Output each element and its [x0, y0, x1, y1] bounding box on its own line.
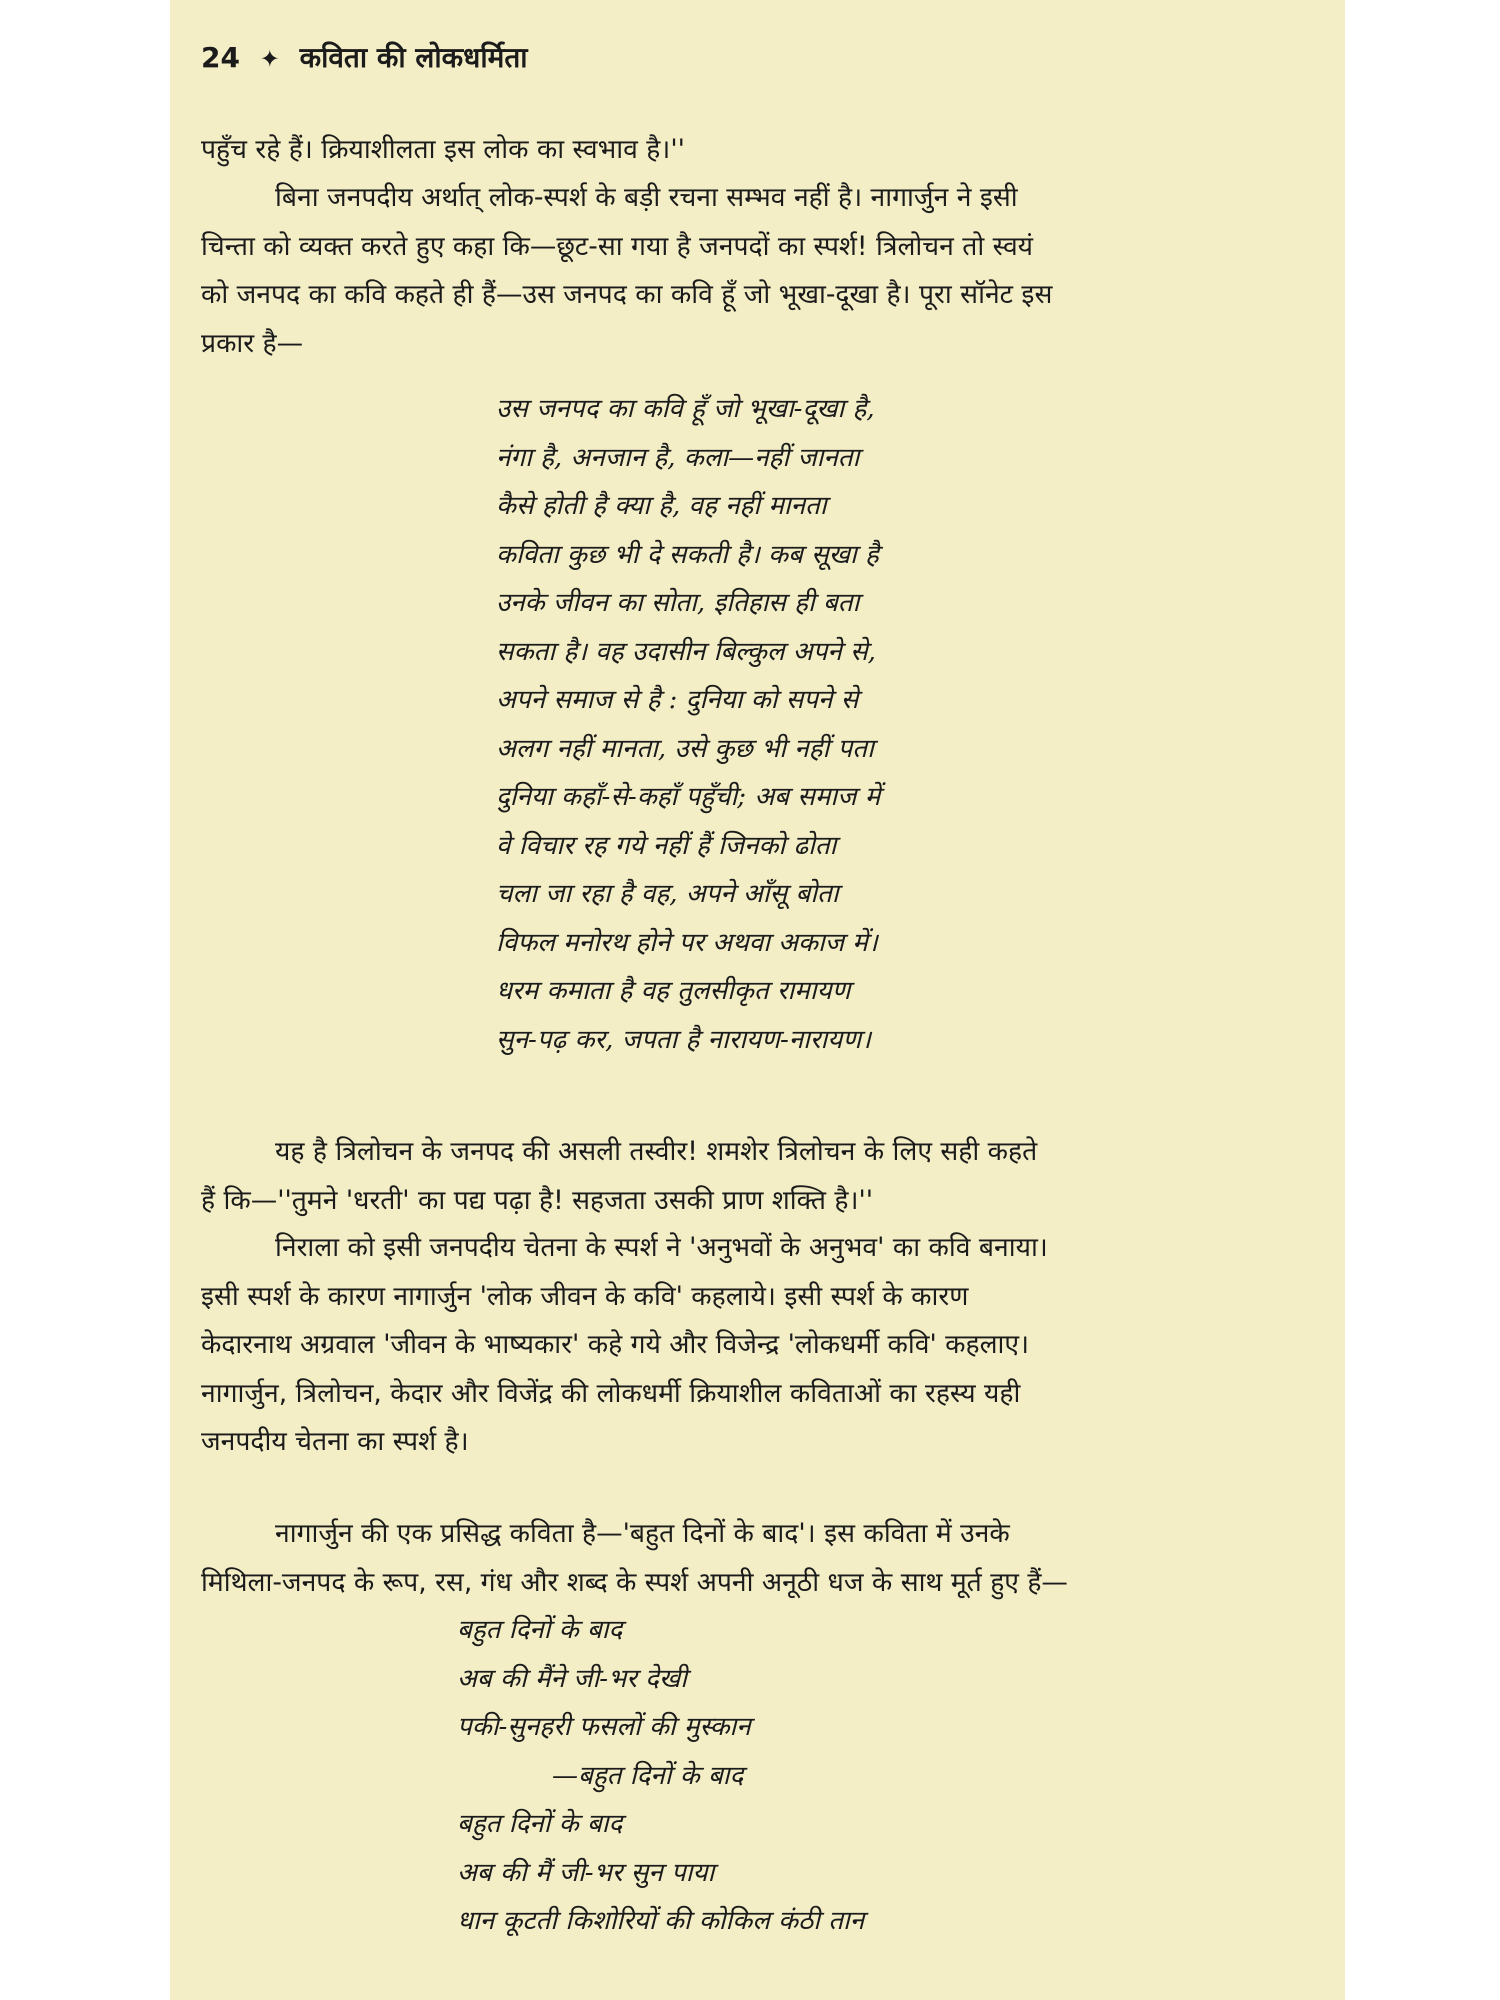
poem-line: दुनिया कहाँ-से-कहाँ पहुँची; अब समाज में [496, 782, 881, 812]
text-line: प्रकार है— [201, 327, 304, 359]
text-line: बिना जनपदीय अर्थात् लोक-स्पर्श के बड़ी रचना सम्भव नहीं है। नागार्जुन ने इसी [275, 182, 1018, 213]
paragraph-3 [201, 1128, 1334, 1225]
text-line: को जनपद का कवि कहते ही हैं—उस जनपद का कवि हूँ जो भूखा-दूखा है। पूरा सॉनेट इस [201, 279, 1053, 310]
poem-line: पकी-सुनहरी फसलों की मुस्कान [457, 1712, 751, 1742]
poem-line: धरम कमाता है वह तुलसीकृत रामायण [496, 976, 851, 1006]
poem-quote [457, 1606, 864, 1946]
ornament-star-icon: ✦ [259, 45, 280, 73]
poem-line: बहुत दिनों के बाद [457, 1615, 623, 1645]
book-page [170, 0, 1345, 2000]
text-line: नागार्जुन की एक प्रसिद्ध कविता है—'बहुत दिनों के बाद'। इस कविता में उनके [275, 1518, 1010, 1549]
book-title: कविता की लोकधर्मिता [299, 41, 528, 74]
poem-line: उनके जीवन का सोता, इतिहास ही बता [496, 588, 860, 618]
poem-line: विफल मनोरथ होने पर अथवा अकाज में। [496, 927, 878, 958]
paragraph-1 [201, 126, 1334, 175]
page-number: 24 [201, 41, 240, 74]
running-header [201, 40, 528, 77]
poem-line: वे विचार रह गये नहीं हैं जिनको ढोता [496, 830, 837, 861]
text-line: हैं कि—''तुमने 'धरती' का पद्य पढ़ा है! सहजता उसकी प्राण शक्ति है।'' [201, 1184, 874, 1216]
paragraph-4 [201, 1224, 1334, 1467]
text-line: पहुँच रहे हैं। क्रियाशीलता इस लोक का स्वभाव है।'' [201, 134, 685, 165]
text-line: मिथिला-जनपद के रूप, रस, गंध और शब्द के स्पर्श अपनी अनूठी धज के साथ मूर्त हुए हैं— [201, 1566, 1068, 1598]
poem-line: अब की मैंने जी-भर देखी [457, 1663, 687, 1694]
text-line: इसी स्पर्श के कारण नागार्जुन 'लोक जीवन के कवि' कहलाये। इसी स्पर्श के कारण [201, 1280, 969, 1312]
poem-line: उस जनपद का कवि हूँ जो भूखा-दूखा है, [496, 394, 875, 424]
text-line: केदारनाथ अग्रवाल 'जीवन के भाष्यकार' कहे गये और विजेन्द्र 'लोकधर्मी कवि' कहलाए। [201, 1329, 1030, 1360]
poem-line: नंगा है, अनजान है, कला—नहीं जानता [496, 442, 860, 473]
paragraph-5 [201, 1510, 1334, 1607]
text-line: यह है त्रिलोचन के जनपद की असली तस्वीर! शमशेर त्रिलोचन के लिए सही कहते [275, 1136, 1038, 1167]
poem-line: कविता कुछ भी दे सकती है। कब सूखा है [496, 539, 879, 570]
poem-line: धान कूटती किशोरियों की कोकिल कंठी तान [457, 1906, 865, 1936]
sonnet-quote [496, 385, 880, 1064]
poem-line: सकता है। वह उदासीन बिल्कुल अपने से, [496, 636, 876, 667]
text-line: चिन्ता को व्यक्त करते हुए कहा कि—छूट-सा गया है जनपदों का स्पर्श! त्रिलोचन तो स्वयं [201, 230, 1034, 262]
poem-line: बहुत दिनों के बाद [457, 1809, 623, 1839]
text-line: नागार्जुन, त्रिलोचन, केदार और विजेंद्र की लोकधर्मी क्रियाशील कविताओं का रहस्य यही [201, 1377, 1021, 1409]
poem-line: —बहुत दिनों के बाद [552, 1760, 744, 1791]
poem-line: कैसे होती है क्या है, वह नहीं मानता [496, 491, 827, 521]
text-line: जनपदीय चेतना का स्पर्श है। [201, 1426, 469, 1457]
poem-line: अब की मैं जी-भर सुन पाया [457, 1857, 715, 1888]
poem-line: अपने समाज से है : दुनिया को सपने से [496, 685, 859, 715]
poem-line: सुन-पढ़ कर, जपता है नारायण-नारायण। [496, 1024, 872, 1055]
poem-line: चला जा रहा है वह, अपने आँसू बोता [496, 879, 839, 909]
paragraph-2 [201, 174, 1334, 368]
text-line: निराला को इसी जनपदीय चेतना के स्पर्श ने 'अनुभवों के अनुभव' का कवि बनाया। [275, 1232, 1048, 1263]
poem-line: अलग नहीं मानता, उसे कुछ भी नहीं पता [496, 733, 874, 764]
